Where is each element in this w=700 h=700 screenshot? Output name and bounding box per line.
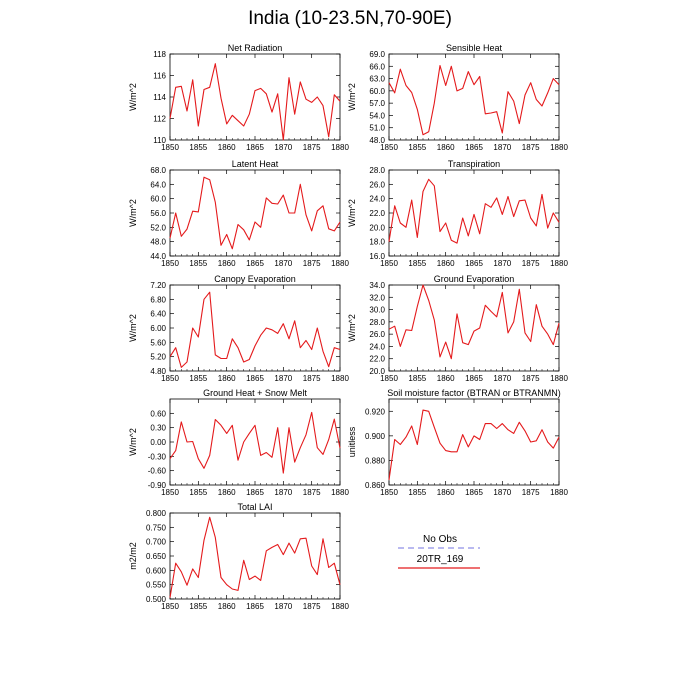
- plot-frame: [389, 285, 559, 371]
- legend: [398, 534, 480, 568]
- panel-title: Net Radiation: [227, 43, 283, 53]
- y-tick-label: 6.80: [150, 295, 166, 305]
- y-tick-label: 20.0: [369, 223, 385, 233]
- x-tick-label: 1875: [302, 143, 321, 152]
- panel-title: Total LAI: [237, 502, 273, 512]
- x-tick-label: 1870: [493, 143, 512, 152]
- y-tick-label: 22.0: [369, 209, 385, 218]
- panel-soil-moisture-factor-btran-or-btranmn: [347, 388, 568, 497]
- y-tick-label: 26.0: [369, 180, 385, 190]
- y-tick-label: 0.60: [150, 409, 166, 419]
- y-tick-label: 0.920: [364, 407, 385, 417]
- x-tick-label: 1875: [521, 374, 540, 383]
- x-tick-label: 1865: [246, 143, 264, 152]
- y-axis-label: W/m^2: [347, 314, 357, 342]
- y-axis-label: W/m^2: [347, 199, 357, 227]
- x-tick-label: 1870: [493, 488, 512, 497]
- y-tick-label: 28.0: [369, 166, 385, 175]
- x-tick-label: 1880: [331, 374, 349, 383]
- y-tick-label: 48.0: [150, 237, 166, 247]
- panel-transpiration: [347, 159, 568, 268]
- panel-title: Ground Evaporation: [433, 274, 515, 284]
- y-tick-label: 5.60: [150, 338, 166, 348]
- x-tick-label: 1880: [550, 259, 568, 268]
- y-tick-label: 24.0: [369, 194, 385, 204]
- panel-ground-evaporation: [347, 274, 568, 383]
- x-tick-label: 1850: [380, 488, 398, 497]
- x-tick-label: 1860: [436, 488, 455, 497]
- x-tick-label: 1860: [436, 374, 455, 383]
- x-tick-label: 1870: [274, 259, 293, 268]
- y-tick-label: 68.0: [150, 166, 166, 175]
- y-tick-label: 66.0: [369, 62, 385, 72]
- x-tick-label: 1855: [189, 488, 208, 497]
- panel-ground-heat-snow-melt: [128, 388, 349, 497]
- y-tick-label: 64.0: [150, 180, 166, 190]
- x-tick-label: 1850: [380, 143, 398, 152]
- plot-frame: [170, 170, 340, 256]
- series-line: [389, 66, 559, 135]
- legend-label-20tr-169: 20TR_169: [416, 554, 464, 565]
- panel-title: Canopy Evaporation: [214, 274, 296, 284]
- x-tick-label: 1855: [408, 259, 427, 268]
- y-tick-label: 5.20: [150, 352, 166, 362]
- x-tick-label: 1880: [331, 488, 349, 497]
- x-tick-label: 1875: [521, 259, 540, 268]
- x-tick-label: 1870: [274, 602, 293, 611]
- y-tick-label: 0.30: [150, 423, 166, 433]
- y-tick-label: 0.700: [145, 537, 166, 547]
- y-tick-label: 16.0: [369, 252, 385, 261]
- x-tick-label: 1860: [217, 143, 236, 152]
- y-tick-label: 7.20: [150, 281, 166, 290]
- y-axis-label: m2/m2: [128, 542, 138, 570]
- x-tick-label: 1865: [465, 488, 483, 497]
- panel-title: Latent Heat: [231, 159, 279, 169]
- x-tick-label: 1860: [217, 374, 236, 383]
- y-tick-label: 69.0: [369, 50, 385, 59]
- y-tick-label: 54.0: [369, 111, 385, 121]
- y-tick-label: 60.0: [150, 194, 166, 204]
- y-axis-label: W/m^2: [128, 314, 138, 342]
- x-tick-label: 1850: [161, 143, 179, 152]
- x-tick-label: 1860: [217, 488, 236, 497]
- y-tick-label: 32.0: [369, 293, 385, 303]
- plot-frame: [170, 285, 340, 371]
- y-tick-label: 18.0: [369, 237, 385, 247]
- y-tick-label: 114: [153, 93, 166, 102]
- figure-title: India (10-23.5N,70-90E): [248, 8, 452, 29]
- panel-total-lai: [128, 502, 349, 611]
- series-line: [170, 292, 340, 367]
- y-tick-label: 4.80: [150, 367, 166, 376]
- y-tick-label: 60.0: [369, 86, 385, 96]
- y-tick-label: 0.880: [364, 456, 385, 466]
- x-tick-label: 1875: [302, 488, 321, 497]
- y-tick-label: 22.0: [369, 354, 385, 364]
- x-tick-label: 1880: [331, 259, 349, 268]
- y-axis-label: W/m^2: [347, 83, 357, 111]
- x-tick-label: 1875: [302, 259, 321, 268]
- y-tick-label: 0.600: [145, 566, 166, 576]
- y-tick-label: 28.0: [369, 317, 385, 327]
- x-tick-label: 1860: [436, 143, 455, 152]
- y-tick-label: 0.750: [145, 523, 166, 533]
- y-tick-label: 20.0: [369, 367, 385, 376]
- y-tick-label: 52.0: [150, 223, 166, 233]
- x-tick-label: 1880: [550, 488, 568, 497]
- y-tick-label: 112: [153, 114, 166, 124]
- series-line: [170, 177, 340, 249]
- x-tick-label: 1855: [408, 374, 427, 383]
- x-tick-label: 1875: [302, 602, 321, 611]
- x-tick-label: 1855: [189, 374, 208, 383]
- y-tick-label: 30.0: [369, 305, 385, 315]
- panel-net-radiation: [128, 43, 349, 152]
- x-tick-label: 1865: [246, 374, 264, 383]
- x-tick-label: 1875: [521, 488, 540, 497]
- y-tick-label: 34.0: [369, 281, 385, 290]
- plot-frame: [170, 399, 340, 485]
- y-tick-label: 0.650: [145, 552, 166, 561]
- x-tick-label: 1880: [331, 602, 349, 611]
- plot-frame: [389, 54, 559, 140]
- panels-group: [128, 43, 568, 611]
- x-tick-label: 1850: [161, 259, 179, 268]
- x-tick-label: 1850: [161, 488, 179, 497]
- x-tick-label: 1870: [493, 259, 512, 268]
- x-tick-label: 1865: [246, 602, 264, 611]
- x-tick-label: 1860: [217, 259, 236, 268]
- x-tick-label: 1865: [465, 143, 483, 152]
- x-tick-label: 1880: [550, 374, 568, 383]
- y-tick-label: 118: [153, 50, 166, 59]
- x-tick-label: 1850: [161, 374, 179, 383]
- panel-title: Transpiration: [447, 159, 501, 169]
- x-tick-label: 1870: [493, 374, 512, 383]
- y-tick-label: 0.800: [145, 509, 166, 518]
- plot-frame: [170, 54, 340, 140]
- y-tick-label: 51.0: [369, 123, 385, 133]
- panel-title: Soil moisture factor (BTRAN or BTRANMN): [387, 388, 561, 398]
- series-line: [170, 412, 340, 473]
- x-tick-label: 1880: [331, 143, 349, 152]
- x-tick-label: 1855: [189, 259, 208, 268]
- series-line: [170, 517, 340, 597]
- x-tick-label: 1850: [380, 259, 398, 268]
- y-tick-label: 57.0: [369, 99, 385, 109]
- panel-title: Sensible Heat: [445, 43, 503, 53]
- series-line: [170, 64, 340, 140]
- y-tick-label: -0.30: [147, 452, 166, 462]
- x-tick-label: 1875: [521, 143, 540, 152]
- x-tick-label: 1865: [246, 259, 264, 268]
- y-tick-label: 0.00: [150, 438, 166, 447]
- x-tick-label: 1870: [274, 488, 293, 497]
- x-tick-label: 1855: [189, 143, 208, 152]
- y-tick-label: 44.0: [150, 252, 166, 261]
- x-tick-label: 1865: [465, 259, 483, 268]
- y-tick-label: 6.00: [150, 324, 166, 333]
- y-tick-label: 116: [153, 71, 166, 81]
- x-tick-label: 1855: [408, 143, 427, 152]
- x-tick-label: 1855: [189, 602, 208, 611]
- y-axis-label: unitless: [347, 426, 357, 458]
- panel-sensible-heat: [347, 43, 568, 152]
- y-tick-label: 0.500: [145, 595, 166, 604]
- y-tick-label: -0.60: [147, 466, 166, 476]
- x-tick-label: 1870: [274, 374, 293, 383]
- x-tick-label: 1855: [408, 488, 427, 497]
- y-tick-label: 0.550: [145, 580, 166, 590]
- y-tick-label: -0.90: [147, 481, 166, 490]
- panel-latent-heat: [128, 159, 349, 268]
- y-tick-label: 6.40: [150, 309, 166, 319]
- x-tick-label: 1865: [465, 374, 483, 383]
- x-tick-label: 1860: [436, 259, 455, 268]
- legend-label-no-obs: No Obs: [423, 534, 457, 545]
- series-line: [389, 410, 559, 480]
- y-tick-label: 63.0: [369, 74, 385, 84]
- y-tick-label: 56.0: [150, 209, 166, 218]
- series-line: [389, 285, 559, 359]
- y-tick-label: 0.860: [364, 481, 385, 490]
- x-tick-label: 1860: [217, 602, 236, 611]
- x-tick-label: 1880: [550, 143, 568, 152]
- x-tick-label: 1870: [274, 143, 293, 152]
- y-tick-label: 48.0: [369, 136, 385, 145]
- series-line: [389, 179, 559, 243]
- plot-frame: [389, 170, 559, 256]
- y-tick-label: 24.0: [369, 342, 385, 352]
- plot-frame: [389, 399, 559, 485]
- panel-title: Ground Heat + Snow Melt: [203, 388, 307, 398]
- y-tick-label: 26.0: [369, 330, 385, 340]
- plot-frame: [170, 513, 340, 599]
- panel-canopy-evaporation: [128, 274, 349, 383]
- x-tick-label: 1865: [246, 488, 264, 497]
- x-tick-label: 1875: [302, 374, 321, 383]
- y-axis-label: W/m^2: [128, 199, 138, 227]
- x-tick-label: 1850: [380, 374, 398, 383]
- y-tick-label: 0.900: [364, 431, 385, 441]
- x-tick-label: 1850: [161, 602, 179, 611]
- y-tick-label: 110: [153, 136, 166, 145]
- y-axis-label: W/m^2: [128, 83, 138, 111]
- y-axis-label: W/m^2: [128, 428, 138, 456]
